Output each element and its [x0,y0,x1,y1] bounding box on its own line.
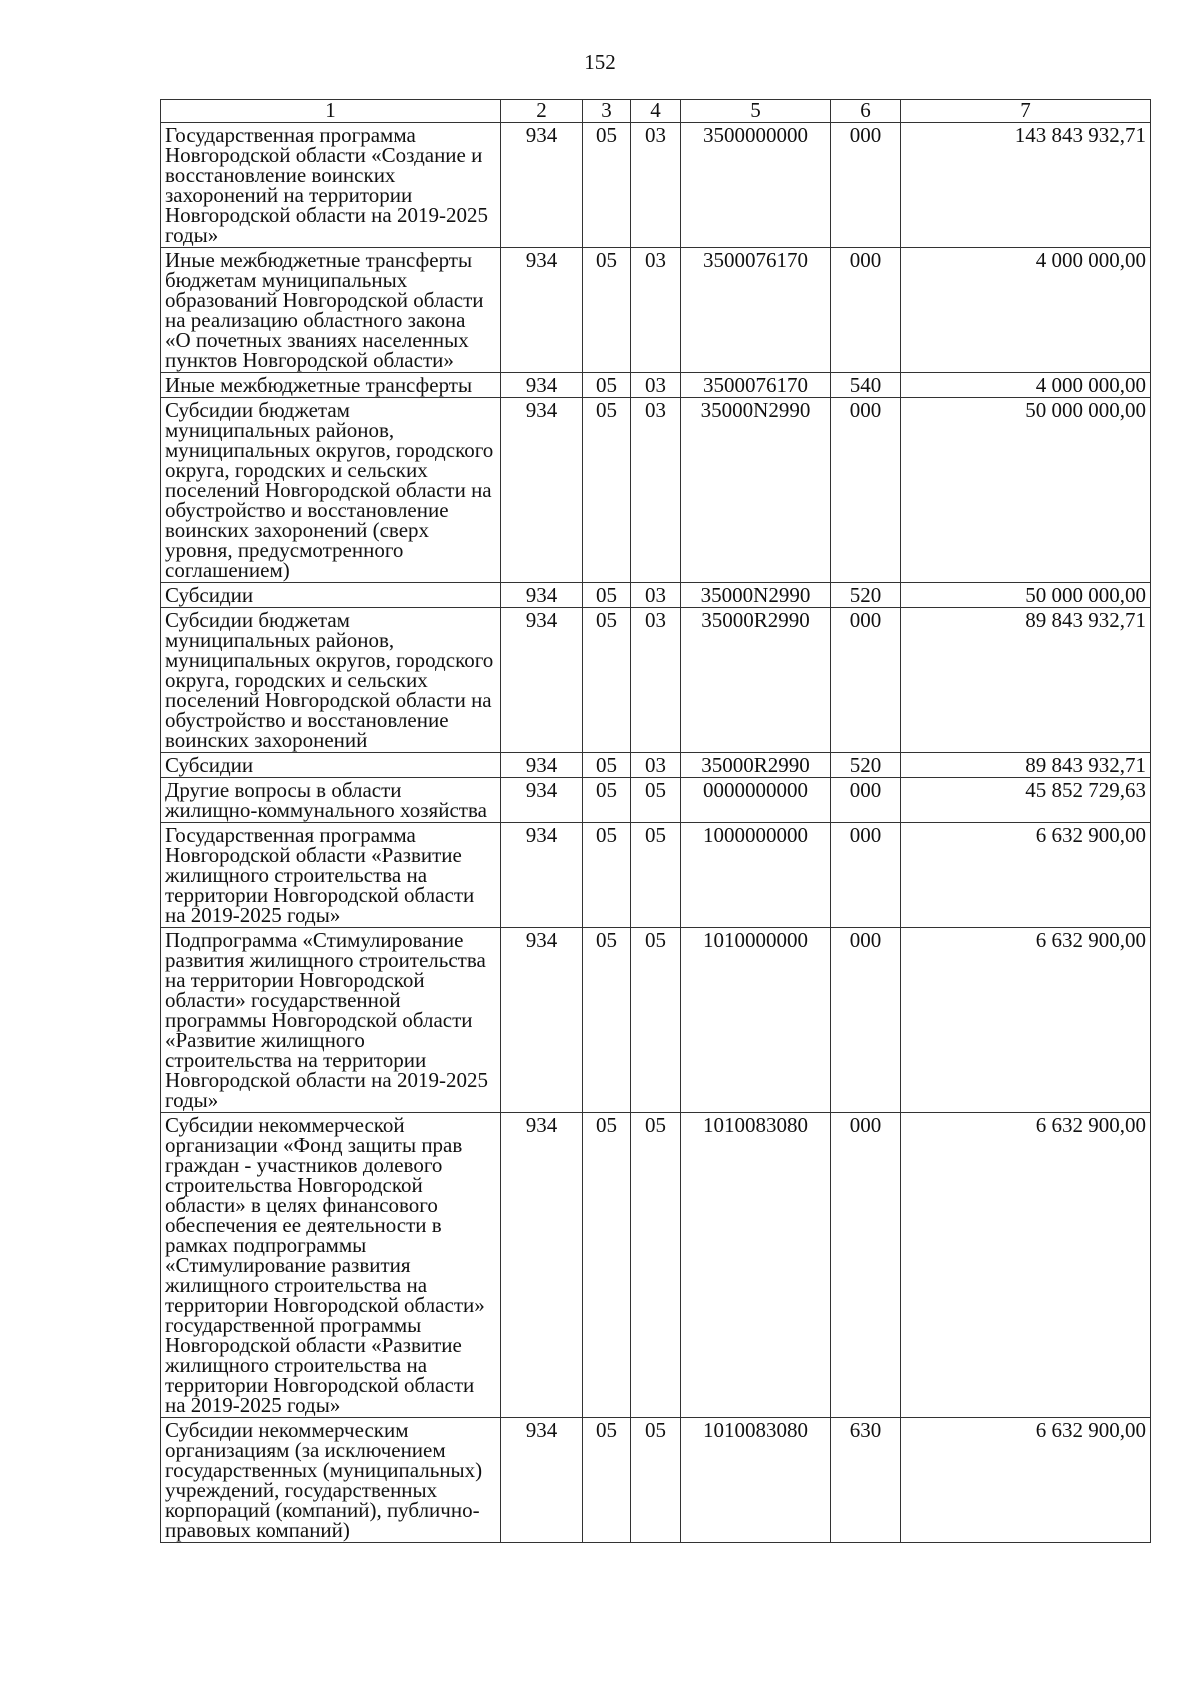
cell-pr: 03 [631,398,681,583]
cell-vr: 000 [831,123,901,248]
cell-rz: 05 [583,398,631,583]
cell-pr: 03 [631,373,681,398]
cell-csr: 1010083080 [681,1418,831,1543]
cell-vr: 000 [831,608,901,753]
cell-name: Государственная программа Новгородской области «Развитие жилищного строительства на территории Новгородской области на 2019-2025 годы» [161,823,501,928]
header-col-3: 3 [583,100,631,123]
cell-rz: 05 [583,753,631,778]
cell-sum: 50 000 000,00 [901,583,1151,608]
cell-pr: 05 [631,928,681,1113]
cell-csr: 35000N2990 [681,398,831,583]
cell-name: Субсидии [161,753,501,778]
cell-pr: 03 [631,583,681,608]
header-col-1: 1 [161,100,501,123]
cell-ved: 934 [501,823,583,928]
cell-sum: 50 000 000,00 [901,398,1151,583]
cell-pr: 03 [631,248,681,373]
cell-name: Подпрограмма «Стимулирование развития жилищного строительства на территории Новгородской области» государственной программы Новгородской области «Развитие жилищного строительства на территории Новгородской области на 2019-2025 годы» [161,928,501,1113]
cell-sum: 89 843 932,71 [901,608,1151,753]
cell-ved: 934 [501,373,583,398]
cell-sum: 143 843 932,71 [901,123,1151,248]
cell-pr: 05 [631,1113,681,1418]
cell-sum: 6 632 900,00 [901,1113,1151,1418]
table-row [161,583,1151,608]
cell-ved: 934 [501,753,583,778]
cell-name: Другие вопросы в области жилищно-коммунального хозяйства [161,778,501,823]
cell-vr: 520 [831,753,901,778]
cell-rz: 05 [583,248,631,373]
cell-ved: 934 [501,398,583,583]
header-col-5: 5 [681,100,831,123]
cell-csr: 1000000000 [681,823,831,928]
cell-name: Субсидии бюджетам муниципальных районов, муниципальных округов, городского округа, городских и сельских поселений Новгородской области на обустройство и восстановление воинских захоронений (сверх уровня, предусмотренного соглашением) [161,398,501,583]
cell-csr: 35000R2990 [681,753,831,778]
cell-rz: 05 [583,1418,631,1543]
cell-vr: 000 [831,928,901,1113]
budget-table [160,99,1151,1543]
header-col-4: 4 [631,100,681,123]
cell-csr: 1010083080 [681,1113,831,1418]
cell-ved: 934 [501,123,583,248]
cell-csr: 3500000000 [681,123,831,248]
table-body [161,123,1151,1543]
cell-ved: 934 [501,928,583,1113]
table-row [161,398,1151,583]
cell-sum: 6 632 900,00 [901,823,1151,928]
table-row [161,1113,1151,1418]
cell-rz: 05 [583,778,631,823]
cell-rz: 05 [583,123,631,248]
cell-sum: 45 852 729,63 [901,778,1151,823]
cell-csr: 3500076170 [681,373,831,398]
cell-ved: 934 [501,608,583,753]
cell-sum: 89 843 932,71 [901,753,1151,778]
cell-name: Субсидии некоммерческим организациям (за исключением государственных (муниципальных) учреждений, государственных корпораций (компаний), публично-правовых компаний) [161,1418,501,1543]
cell-csr: 35000R2990 [681,608,831,753]
cell-vr: 540 [831,373,901,398]
table-row [161,753,1151,778]
cell-name: Субсидии некоммерческой организации «Фонд защиты прав граждан - участников долевого строительства Новгородской области» в целях финансового обеспечения ее деятельности в рамках подпрограммы «Стимулирование развития жилищного строительства на территории Новгородской области» государственной программы Новгородской области «Развитие жилищного строительства на территории Новгородской области на 2019-2025 годы» [161,1113,501,1418]
cell-vr: 000 [831,398,901,583]
cell-rz: 05 [583,823,631,928]
cell-csr: 0000000000 [681,778,831,823]
header-col-2: 2 [501,100,583,123]
cell-ved: 934 [501,1113,583,1418]
cell-csr: 35000N2990 [681,583,831,608]
cell-sum: 4 000 000,00 [901,373,1151,398]
cell-ved: 934 [501,778,583,823]
cell-pr: 03 [631,753,681,778]
cell-pr: 03 [631,608,681,753]
table-row [161,1418,1151,1543]
page-number: 152 [584,50,616,74]
cell-vr: 630 [831,1418,901,1543]
cell-pr: 05 [631,778,681,823]
cell-name: Субсидии бюджетам муниципальных районов, муниципальных округов, городского округа, городских и сельских поселений Новгородской области на обустройство и восстановление воинских захоронений [161,608,501,753]
table-row [161,373,1151,398]
cell-sum: 6 632 900,00 [901,1418,1151,1543]
table-row [161,928,1151,1113]
table-row [161,778,1151,823]
cell-rz: 05 [583,1113,631,1418]
table-row [161,248,1151,373]
cell-sum: 4 000 000,00 [901,248,1151,373]
cell-vr: 000 [831,1113,901,1418]
table-row [161,123,1151,248]
cell-pr: 05 [631,1418,681,1543]
table-row [161,823,1151,928]
cell-name: Иные межбюджетные трансферты [161,373,501,398]
header-col-6: 6 [831,100,901,123]
cell-csr: 1010000000 [681,928,831,1113]
cell-ved: 934 [501,1418,583,1543]
header-row [161,100,1151,123]
cell-name: Субсидии [161,583,501,608]
header-col-7: 7 [901,100,1151,123]
cell-vr: 000 [831,248,901,373]
cell-vr: 000 [831,778,901,823]
table-row [161,608,1151,753]
cell-ved: 934 [501,583,583,608]
cell-name: Государственная программа Новгородской области «Создание и восстановление воинских захоронений на территории Новгородской области на 2019-2025 годы» [161,123,501,248]
cell-sum: 6 632 900,00 [901,928,1151,1113]
cell-pr: 05 [631,823,681,928]
cell-pr: 03 [631,123,681,248]
cell-vr: 000 [831,823,901,928]
cell-rz: 05 [583,608,631,753]
cell-ved: 934 [501,248,583,373]
cell-rz: 05 [583,928,631,1113]
cell-rz: 05 [583,373,631,398]
cell-csr: 3500076170 [681,248,831,373]
cell-rz: 05 [583,583,631,608]
cell-vr: 520 [831,583,901,608]
cell-name: Иные межбюджетные трансферты бюджетам муниципальных образований Новгородской области на реализацию областного закона «О почетных званиях населенных пунктов Новгородской области» [161,248,501,373]
